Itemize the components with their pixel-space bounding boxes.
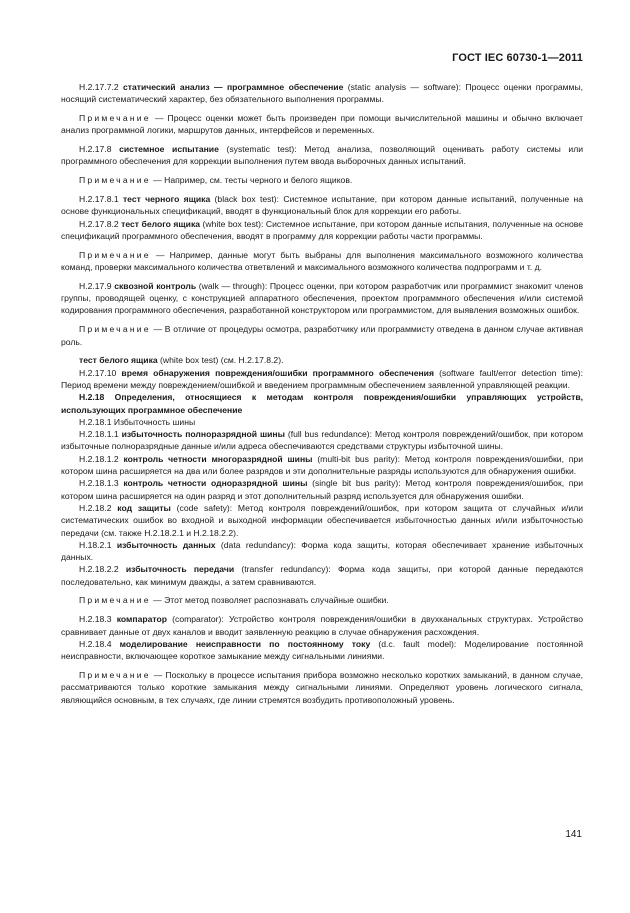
- note-label: Примечание: [79, 595, 151, 606]
- note-paragraph: Примечание — Например, см. тесты черного и белого ящиков.: [79, 175, 353, 186]
- paragraph: тест белого ящика (white box test) (см. Н.2.17.8.2).: [79, 355, 284, 366]
- paragraph: Н.2.18.2.2 избыточность передачи (transfer redundancy): Форма кода защиты, при которой данные передаются последовательно, как минимум дважды, а затем сравниваются.: [61, 564, 583, 587]
- paragraph: Н.2.18.1.1 избыточность полноразрядной шины (full bus redundance): Метод контроля повреждений/ошибок, при котором избыточные полноразрядные данные и/или адреса обеспечиваются средствами структуры избыточной шины.: [61, 429, 583, 452]
- note-paragraph: Примечание — Этот метод позволяет распознавать случайные ошибки.: [79, 595, 389, 606]
- paragraph: Н.2.18.1 Избыточность шины: [79, 416, 196, 427]
- note-paragraph: Примечание — Процесс оценки может быть произведен при помощи вычислительной машины и обычно включает анализ программной логики, маршрутов данных, интерфейсов и переменных.: [61, 113, 584, 136]
- note-label: Примечание: [79, 113, 151, 124]
- document-body: [61, 81, 583, 706]
- paragraph: Н.2.17.10 время обнаружения повреждения/ошибки программного обеспечения (software fault/error detection time): Период времени между повреждением/ошибкой и введением программным обеспечением заявленной управляющей реакции.: [61, 367, 584, 390]
- paragraph: Н.2.18.3 компаратор (comparator): Устройство контроля повреждения/ошибки в двухканальных структурах. Устройство сравнивает данные от двух каналов и вводит заявленную реакцию в случае обнаружения расхождения.: [61, 614, 583, 637]
- paragraph: Н.2.17.8.2 тест белого ящика (white box test): Системное испытание, при котором данные испытания, полученные на основе спецификаций программного обеспечения, вводят в программу для коррекции работы части программы.: [61, 218, 583, 241]
- note-label: Примечание: [79, 249, 151, 260]
- paragraph: Н.2.18.1.3 контроль четности одноразрядной шины (single bit bus parity): Метод контроля повреждения/ошибок, при котором шина расширяется на один разряд и этот дополнительный разряд используется для обнаружения ошибки.: [61, 478, 584, 501]
- paragraph: Н.2.18.2 код защиты (code safety): Метод контроля повреждений/ошибок, при котором защита от случайных и/или систематических ошибок во входной и выходной информации обеспечивается избыточностью данных и/или избыточностью передачи (см. также Н.2.18.2.1 и Н.2.18.2.2).: [61, 502, 584, 538]
- section-heading: Н.2.18 Определения, относящиеся к методам контроля повреждения/ошибки управляющих устройств, использующих программное обеспечение: [61, 392, 583, 415]
- note-paragraph: Примечание — В отличие от процедуры осмотра, разработчику или программисту отведена в данном случае активная роль.: [61, 324, 584, 347]
- paragraph: Н.2.17.8.1 тест черного ящика (black box test): Системное испытание, при котором данные испытаний, полученные на основе функциональных спецификаций, вводят в функциональный блок для коррекции его работы.: [61, 194, 583, 217]
- note-paragraph: Примечание — Например, данные могут быть выбраны для выполнения максимального возможного количества команд, проверки максимального количества ответвлений и максимального возможного количества подпрограмм и т. д.: [61, 249, 583, 273]
- note-label: Примечание: [79, 669, 151, 680]
- note-label: Примечание: [79, 175, 151, 186]
- document-header: ГОСТ IEC 60730-1—2011: [452, 52, 583, 64]
- paragraph: Н.2.18.1.2 контроль четности многоразрядной шины (multi-bit bus parity): Метод контроля повреждения/ошибки, при котором шина расширяется на два или более разрядов и эти дополнительные разряды используются для обнаружения ошибки.: [61, 453, 584, 477]
- paragraph: Н.18.2.1 избыточность данных (data redundancy): Форма кода защиты, которая обеспечивает хранение избыточных данных.: [61, 539, 583, 563]
- paragraph: Н.2.17.9 сквозной контроль (walk — through): Процесс оценки, при котором разработчик или программист знакомит членов группы, проводящей оценку, с конструкцией аппаратного обеспечения, проектом программного обеспечения и/или системой кодирования программного обеспечения, разработанной конструктором или программистом, для выявления возможных ошибок.: [61, 280, 584, 316]
- paragraph: Н.2.17.7.2 статический анализ — программное обеспечение (static analysis — software): Процесс оценки программы, носящий систематический характер, без обязательного выполнения программы.: [61, 82, 584, 105]
- paragraph: Н.2.17.8 системное испытание (systematic test): Метод анализа, позволяющий оценивать работу системы или программного обеспечения для коррекции выполнения путем ввода выборочных данных испытаний.: [61, 144, 584, 167]
- page-number: 141: [565, 829, 582, 840]
- note-label: Примечание: [79, 324, 151, 335]
- note-paragraph: Примечание — Поскольку в процессе испытания прибора возможно несколько коротких замыканий, в данном случае, рассматриваются только короткие замыкания между сигнальными линиями. Определяют уровень логического сигнала, являющийся основным, в тех случаях, где линии стремятся возбудить противоположный уровень.: [61, 669, 584, 705]
- paragraph: Н.2.18.4 моделирование неисправности по постоянному току (d.c. fault model): Моделирование постоянной неисправности, включающее короткое замыкание между сигнальными линиями.: [61, 638, 583, 662]
